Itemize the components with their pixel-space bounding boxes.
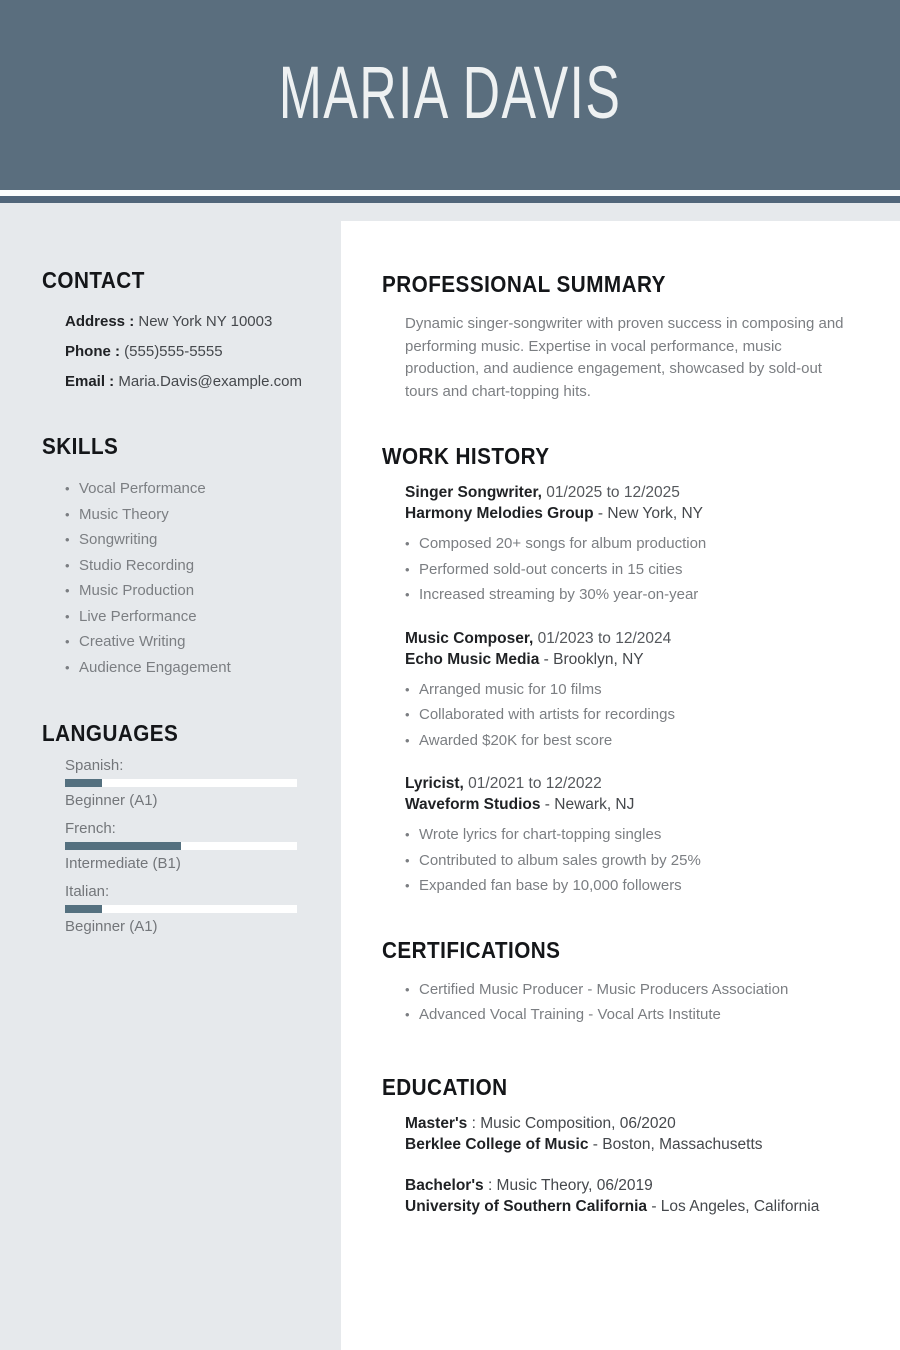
bullet-icon: • <box>405 732 410 748</box>
main-column <box>341 221 900 1237</box>
language-name: Spanish: <box>65 757 124 774</box>
header-divider-slate <box>0 196 900 203</box>
certifications-section <box>382 937 854 1028</box>
list-item-text: Performed sold-out concerts in 15 cities <box>419 560 683 578</box>
resume-header <box>0 0 900 190</box>
list-item-text: Studio Recording <box>79 556 195 574</box>
contact-value: (555)555-5555 <box>120 343 223 360</box>
contact-value: New York NY 10003 <box>134 313 273 330</box>
bullet-icon: • <box>65 506 70 522</box>
job-location: - Brooklyn, NY <box>539 650 644 668</box>
job-bullets <box>405 677 854 754</box>
language-level: Beginner (A1) <box>65 918 158 935</box>
job-title-line <box>405 628 854 649</box>
certification-item <box>405 977 854 1003</box>
job-bullet <box>405 873 854 899</box>
list-item-text: Live Performance <box>79 607 197 625</box>
job-entry <box>405 773 854 899</box>
job-company-line <box>405 794 854 815</box>
bullet-icon: • <box>405 561 410 577</box>
job-dates: 01/2021 to 12/2022 <box>463 775 602 792</box>
education-entry <box>405 1175 854 1217</box>
school-line <box>405 1134 854 1155</box>
job-bullet <box>405 582 854 608</box>
list-item-text: Increased streaming by 30% year-on-year <box>419 586 699 603</box>
language-item <box>65 756 315 810</box>
school-line <box>405 1196 854 1217</box>
education-section <box>382 1074 854 1217</box>
list-item-text: Wrote lyrics for chart-topping singles <box>419 826 662 843</box>
contact-row <box>65 372 315 391</box>
bullet-icon: • <box>65 608 70 624</box>
job-bullet <box>405 557 854 583</box>
bullet-icon: • <box>65 532 70 547</box>
language-bar-fill <box>65 842 181 850</box>
education-list <box>405 1113 854 1217</box>
job-title-line <box>405 482 854 503</box>
list-item-text: Songwriting <box>79 531 158 548</box>
work-history-section <box>382 443 854 899</box>
list-item-text: Advanced Vocal Training - Vocal Arts Institute <box>419 1006 721 1023</box>
summary-title: PROFESSIONAL SUMMARY <box>382 271 666 297</box>
languages-section <box>42 720 315 936</box>
skill-item <box>65 578 315 604</box>
school-location: - Boston, Massachusetts <box>588 1135 763 1153</box>
list-item-text: Music Theory <box>79 505 169 523</box>
degree-program: : Music Theory, 06/2019 <box>483 1176 653 1194</box>
contact-row <box>65 312 315 331</box>
job-role: Singer Songwriter, <box>405 484 542 501</box>
language-bar-fill <box>65 905 102 913</box>
job-dates: 01/2025 to 12/2025 <box>541 484 680 501</box>
bullet-icon: • <box>405 587 410 602</box>
language-bar <box>65 779 297 787</box>
contact-value: Maria.Davis@example.com <box>114 373 302 390</box>
job-role: Lyricist, <box>405 775 464 792</box>
skill-item <box>65 553 315 579</box>
bullet-icon: • <box>65 583 70 598</box>
degree-name: Master's <box>405 1114 468 1132</box>
school-name: Berklee College of Music <box>405 1135 589 1153</box>
bullet-icon: • <box>405 1007 410 1022</box>
job-location: - New York, NY <box>593 505 704 522</box>
list-item-text: Composed 20+ songs for album production <box>419 535 707 552</box>
candidate-name: MARIA DAVIS <box>278 51 622 134</box>
bullet-icon: • <box>65 557 70 573</box>
bullet-icon: • <box>65 634 70 649</box>
bullet-icon: • <box>405 536 410 551</box>
skill-item <box>65 502 315 528</box>
job-role: Music Composer, <box>405 629 534 647</box>
language-bar <box>65 842 297 850</box>
certification-item <box>405 1002 854 1028</box>
job-bullets <box>405 822 854 899</box>
contact-section <box>42 267 315 391</box>
list-item-text: Audience Engagement <box>79 658 231 676</box>
skills-list <box>65 476 315 680</box>
summary-text: Dynamic singer-songwriter with proven success in composing and performing music. Expertise in vocal performance, music production, and audience engagement, showcased by sold-out tours and chart-topping hits. <box>405 315 844 400</box>
languages-list <box>65 756 315 936</box>
education-title: EDUCATION <box>382 1073 508 1100</box>
skill-item <box>65 655 315 681</box>
skills-section <box>42 433 315 680</box>
job-bullet <box>405 728 854 754</box>
job-entry <box>405 482 854 608</box>
language-item <box>65 819 315 873</box>
skills-title: SKILLS <box>42 433 119 459</box>
list-item-text: Vocal Performance <box>79 480 206 497</box>
job-bullet <box>405 702 854 728</box>
school-location: - Los Angeles, California <box>647 1197 820 1215</box>
bullet-icon: • <box>405 878 410 893</box>
job-bullet <box>405 822 854 848</box>
sidebar <box>0 203 341 945</box>
contact-title: CONTACT <box>42 267 145 293</box>
list-item-text: Contributed to album sales growth by 25% <box>419 851 701 869</box>
language-bar-fill <box>65 779 102 787</box>
degree-line <box>405 1175 854 1196</box>
job-bullets <box>405 531 854 608</box>
skill-item <box>65 527 315 553</box>
language-bar <box>65 905 297 913</box>
language-level: Beginner (A1) <box>65 792 158 809</box>
bullet-icon: • <box>65 481 70 496</box>
job-company: Waveform Studios <box>405 796 541 813</box>
education-entry <box>405 1113 854 1155</box>
work-history-title: WORK HISTORY <box>382 443 550 469</box>
skill-item <box>65 629 315 655</box>
contact-label: Phone : <box>65 343 120 360</box>
list-item-text: Creative Writing <box>79 633 186 650</box>
language-level: Intermediate (B1) <box>65 855 181 872</box>
summary-section <box>382 271 854 403</box>
bullet-icon: • <box>65 659 70 675</box>
skill-item <box>65 476 315 502</box>
list-item-text: Music Production <box>79 582 195 599</box>
bullet-icon: • <box>405 707 410 722</box>
degree-line <box>405 1113 854 1134</box>
jobs-list <box>382 482 854 899</box>
list-item-text: Arranged music for 10 films <box>419 680 602 698</box>
skill-item <box>65 604 315 630</box>
certifications-list <box>405 977 854 1028</box>
job-company-line <box>405 649 854 670</box>
job-company: Harmony Melodies Group <box>405 505 594 522</box>
list-item-text: Awarded $20K for best score <box>419 731 613 749</box>
job-dates: 01/2023 to 12/2024 <box>533 629 672 647</box>
language-name: Italian: <box>65 883 110 900</box>
bullet-icon: • <box>405 852 410 868</box>
list-item-text: Collaborated with artists for recordings <box>419 706 675 723</box>
job-company: Echo Music Media <box>405 650 540 668</box>
degree-program: : Music Composition, 06/2020 <box>467 1114 676 1132</box>
job-entry <box>405 628 854 754</box>
job-bullet <box>405 531 854 557</box>
bullet-icon: • <box>405 827 410 842</box>
contact-label: Address : <box>65 313 135 330</box>
job-bullet <box>405 677 854 703</box>
list-item-text: Expanded fan base by 10,000 followers <box>419 877 682 894</box>
school-name: University of Southern California <box>405 1197 648 1215</box>
language-name: French: <box>65 820 116 837</box>
job-bullet <box>405 848 854 874</box>
job-company-line <box>405 503 854 524</box>
contact-list <box>65 312 315 391</box>
job-location: - Newark, NJ <box>540 796 635 813</box>
bullet-icon: • <box>405 981 410 997</box>
degree-name: Bachelor's <box>405 1176 484 1194</box>
contact-label: Email : <box>65 373 115 390</box>
bullet-icon: • <box>405 681 410 697</box>
list-item-text: Certified Music Producer - Music Producers Association <box>419 980 789 998</box>
job-title-line <box>405 773 854 794</box>
contact-row <box>65 342 315 361</box>
certifications-title: CERTIFICATIONS <box>382 936 561 963</box>
language-item <box>65 882 315 936</box>
languages-title: LANGUAGES <box>42 720 179 746</box>
